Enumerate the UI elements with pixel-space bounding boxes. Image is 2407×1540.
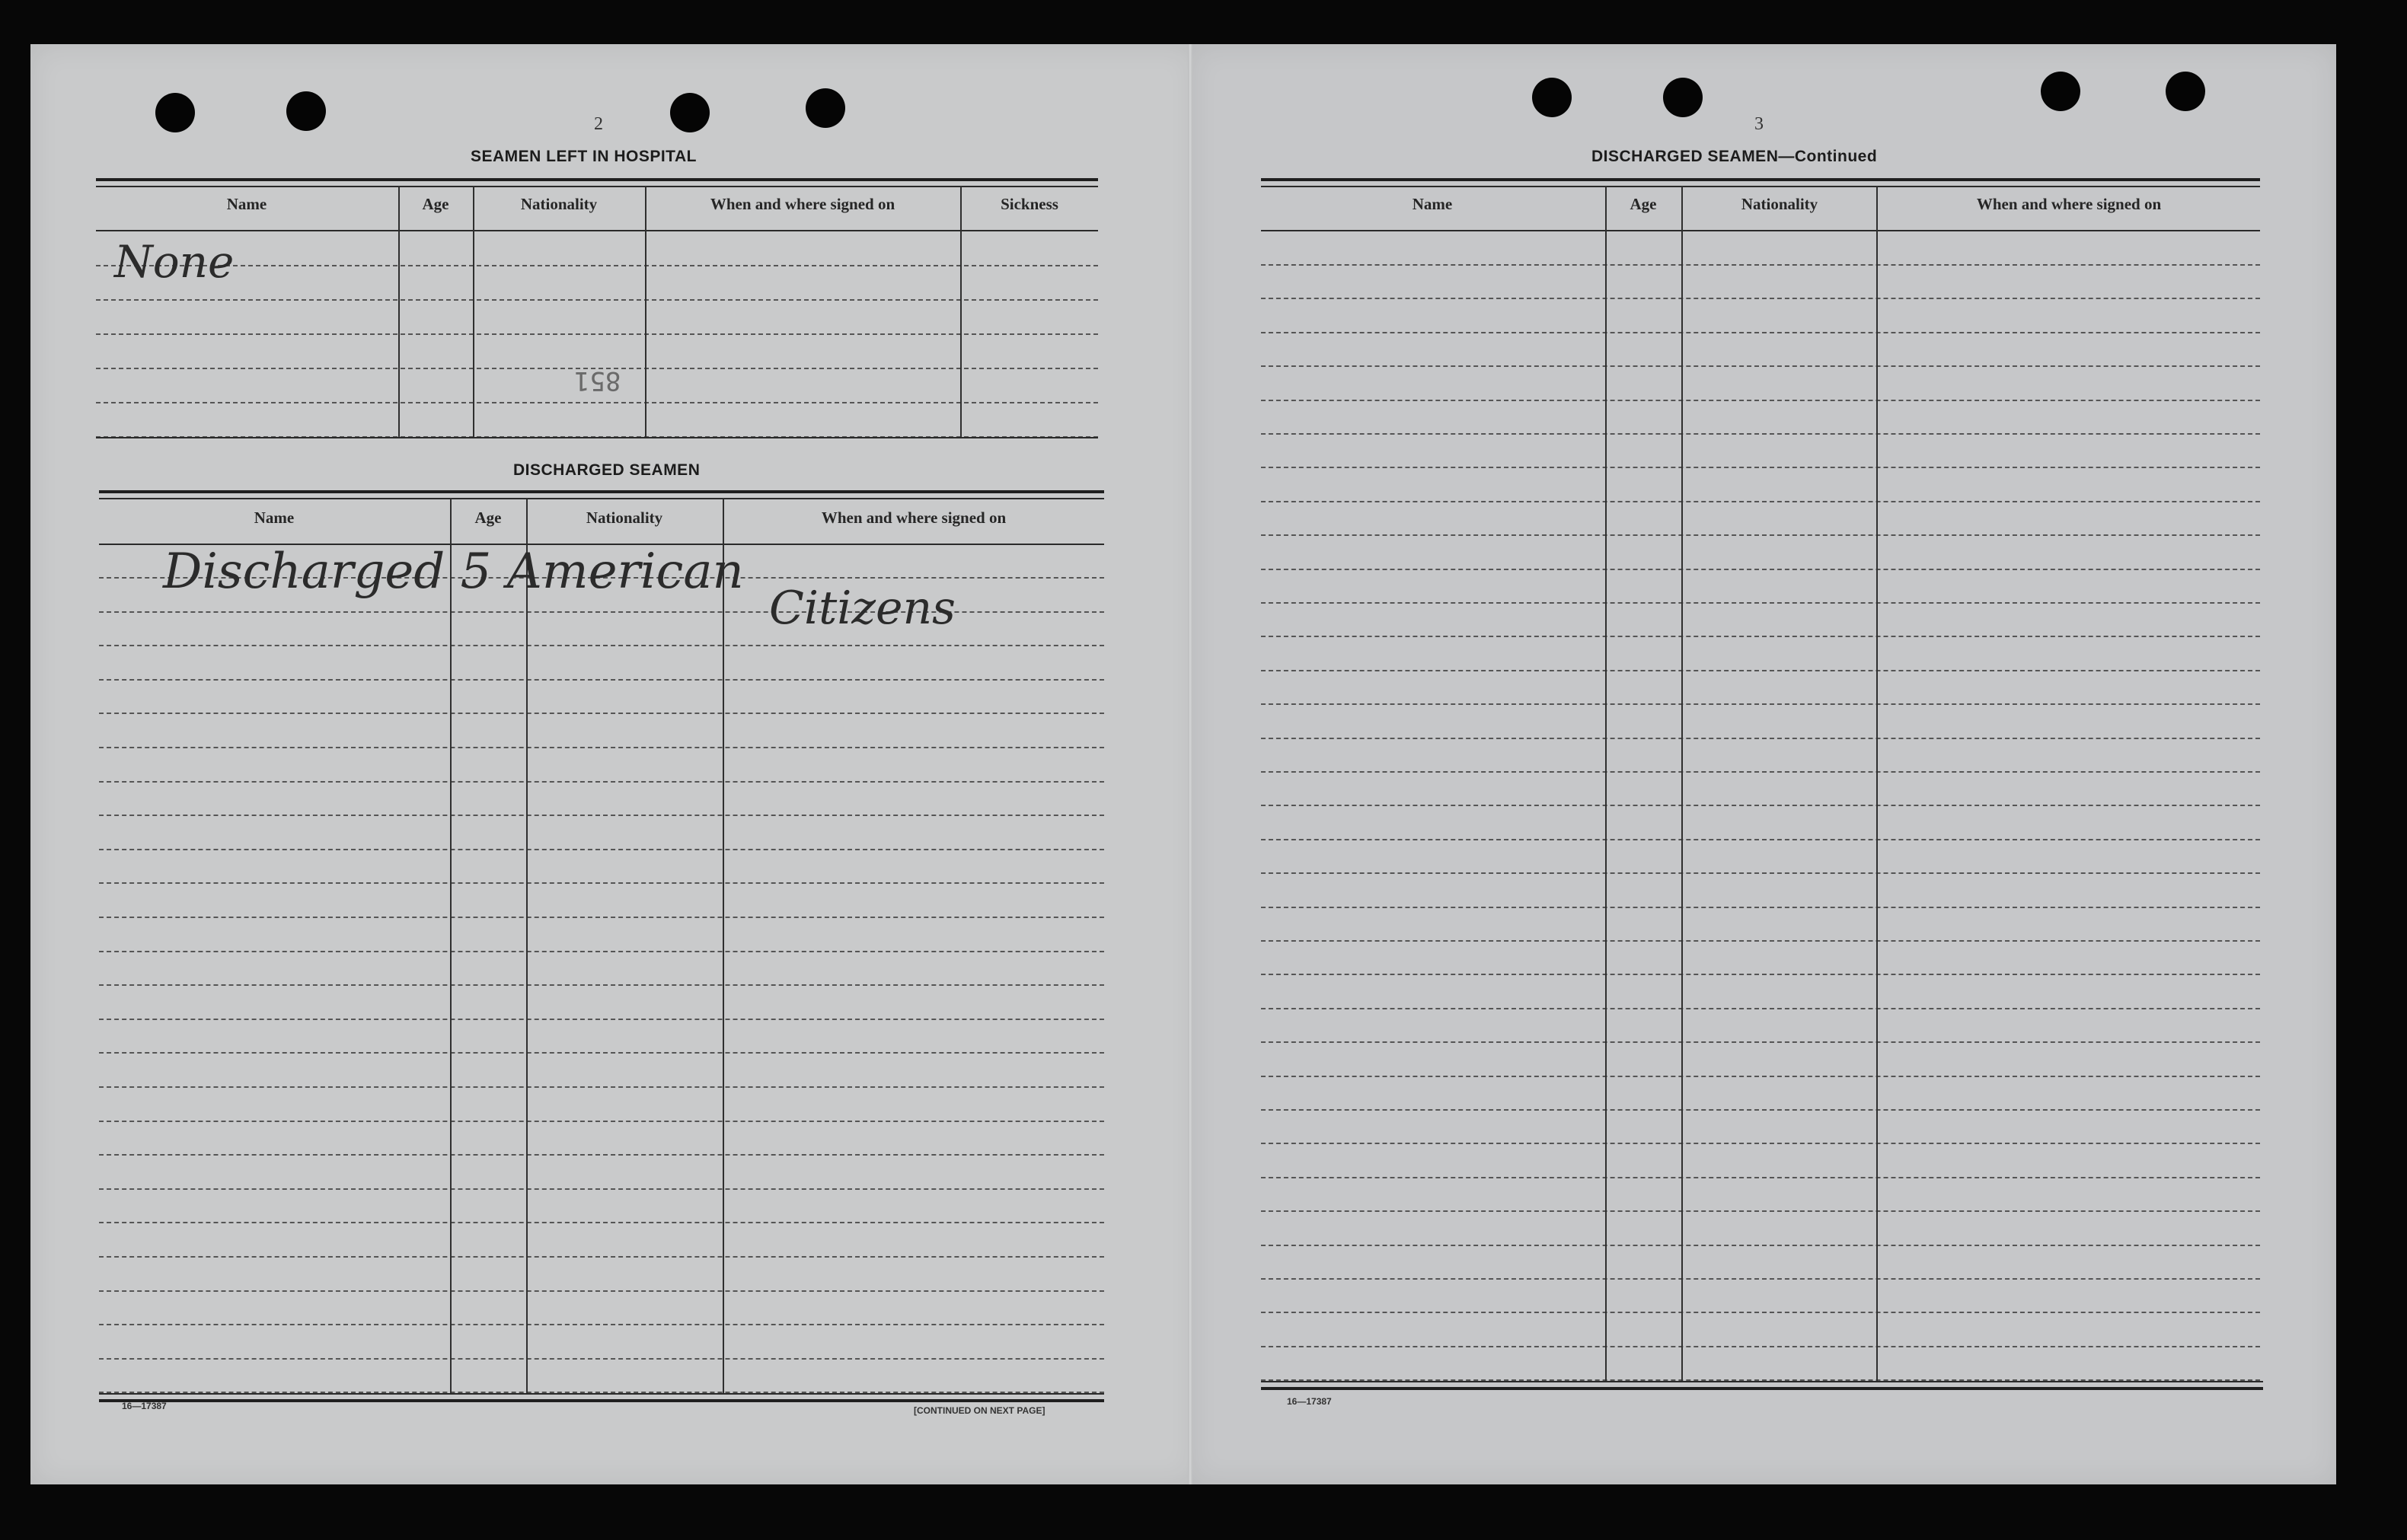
ruled-line [1261, 1346, 2260, 1347]
column-divider [398, 186, 400, 437]
handwritten-discharged-line1: Discharged 5 American [163, 544, 744, 600]
ruled-line [99, 849, 1104, 850]
rule [1261, 1387, 2263, 1390]
ruled-line [1261, 332, 2260, 333]
ruled-line [96, 402, 1098, 403]
punch-hole-icon [806, 88, 845, 128]
column-divider [723, 498, 724, 1393]
punch-hole-icon [155, 93, 195, 132]
hospital-section-title: SEAMEN LEFT IN HOSPITAL [471, 148, 697, 165]
rule [99, 1399, 1104, 1402]
rule [96, 437, 1098, 438]
ruled-line [1261, 400, 2260, 401]
col-header-sickness: Sickness [1001, 195, 1058, 213]
discharged-section-title: DISCHARGED SEAMEN [513, 461, 701, 479]
punch-hole-icon [670, 93, 710, 132]
handwritten-none: None [114, 236, 235, 288]
ruled-line [1261, 501, 2260, 502]
page-number: 3 [1754, 114, 1764, 134]
ruled-line [99, 1324, 1104, 1325]
column-divider [450, 498, 452, 1393]
col-header-age: Age [1630, 195, 1657, 213]
ruled-line [99, 1256, 1104, 1258]
rule [1261, 1381, 2263, 1382]
stamp-number: 851 [574, 365, 621, 396]
ruled-line [96, 299, 1098, 301]
ruled-line [1261, 1041, 2260, 1043]
column-divider [1876, 186, 1878, 1381]
ruled-line [1261, 907, 2260, 908]
ruled-line [99, 1290, 1104, 1292]
ruled-line [99, 1358, 1104, 1360]
ruled-line [1261, 467, 2260, 468]
col-header-age: Age [422, 195, 449, 213]
ruled-line [1261, 872, 2260, 874]
ruled-line [1261, 569, 2260, 570]
col-header-signed-on: When and where signed on [1976, 195, 2162, 213]
punch-hole-icon [2166, 72, 2205, 111]
ruled-line [99, 984, 1104, 986]
page-fold [1188, 44, 1192, 1484]
ruled-line [99, 1154, 1104, 1156]
ruled-line [1261, 1109, 2260, 1111]
ruled-line [1261, 1245, 2260, 1246]
column-divider [526, 498, 528, 1393]
rule [1261, 186, 2260, 187]
ruled-line [1261, 602, 2260, 604]
ruled-line [1261, 1076, 2260, 1077]
ruled-line [96, 333, 1098, 335]
ruled-line [1261, 1312, 2260, 1313]
ruled-line [1261, 433, 2260, 435]
form-code: 16—17387 [122, 1401, 167, 1411]
punch-hole-icon [2041, 72, 2080, 111]
ruled-line [96, 265, 1098, 266]
col-header-signed-on: When and where signed on [821, 509, 1007, 527]
ruled-line [1261, 940, 2260, 942]
column-divider [1605, 186, 1607, 1381]
ruled-line [99, 1222, 1104, 1223]
col-header-age: Age [474, 509, 502, 527]
punch-hole-icon [1663, 78, 1703, 117]
ruled-line [1261, 703, 2260, 705]
column-divider [960, 186, 962, 437]
col-header-nationality: Nationality [586, 509, 663, 527]
ruled-line [99, 747, 1104, 748]
ruled-line [1261, 1008, 2260, 1009]
continued-note: [CONTINUED ON NEXT PAGE] [914, 1405, 1045, 1416]
rule [1261, 178, 2260, 181]
ruled-line [1261, 298, 2260, 299]
col-header-nationality: Nationality [1741, 195, 1818, 213]
rule [99, 498, 1104, 499]
ruled-line [1261, 264, 2260, 266]
col-header-name: Name [1412, 195, 1453, 213]
rule [96, 186, 1098, 187]
ruled-line [99, 815, 1104, 816]
ruled-line [99, 1052, 1104, 1054]
col-header-nationality: Nationality [520, 195, 598, 213]
ruled-line [1261, 839, 2260, 840]
discharged-continued-title: DISCHARGED SEAMEN—Continued [1591, 148, 1878, 165]
ruled-line [1261, 636, 2260, 637]
ruled-line [1261, 771, 2260, 773]
right-page [1189, 44, 2336, 1484]
ruled-line [1261, 1177, 2260, 1178]
form-code: 16—17387 [1287, 1396, 1332, 1407]
column-divider [1681, 186, 1683, 1381]
ruled-line [99, 645, 1104, 646]
rule [1261, 230, 2260, 231]
ruled-line [1261, 1278, 2260, 1280]
ruled-line [99, 1019, 1104, 1020]
ruled-line [99, 1121, 1104, 1122]
ruled-line [99, 713, 1104, 714]
rule [96, 230, 1098, 231]
ruled-line [99, 882, 1104, 884]
ruled-line [99, 1086, 1104, 1088]
ruled-line [1261, 1210, 2260, 1212]
ruled-line [99, 781, 1104, 783]
column-divider [473, 186, 474, 437]
rule [99, 490, 1104, 493]
ruled-line [1261, 738, 2260, 739]
ruled-line [1261, 1143, 2260, 1144]
punch-hole-icon [1532, 78, 1572, 117]
ruled-line [1261, 805, 2260, 806]
handwritten-discharged-line2: Citizens [769, 582, 956, 635]
ruled-line [1261, 670, 2260, 671]
rule [96, 178, 1098, 181]
page-number: 2 [594, 114, 603, 134]
ruled-line [99, 679, 1104, 681]
col-header-name: Name [254, 509, 295, 527]
ruled-line [99, 951, 1104, 952]
column-divider [645, 186, 646, 437]
ruled-line [99, 1188, 1104, 1190]
col-header-name: Name [226, 195, 267, 213]
ruled-line [99, 917, 1104, 918]
ruled-line [1261, 365, 2260, 367]
punch-hole-icon [286, 91, 326, 131]
ruled-line [1261, 534, 2260, 536]
rule [99, 1393, 1104, 1395]
col-header-signed-on: When and where signed on [710, 195, 895, 213]
ruled-line [1261, 974, 2260, 975]
